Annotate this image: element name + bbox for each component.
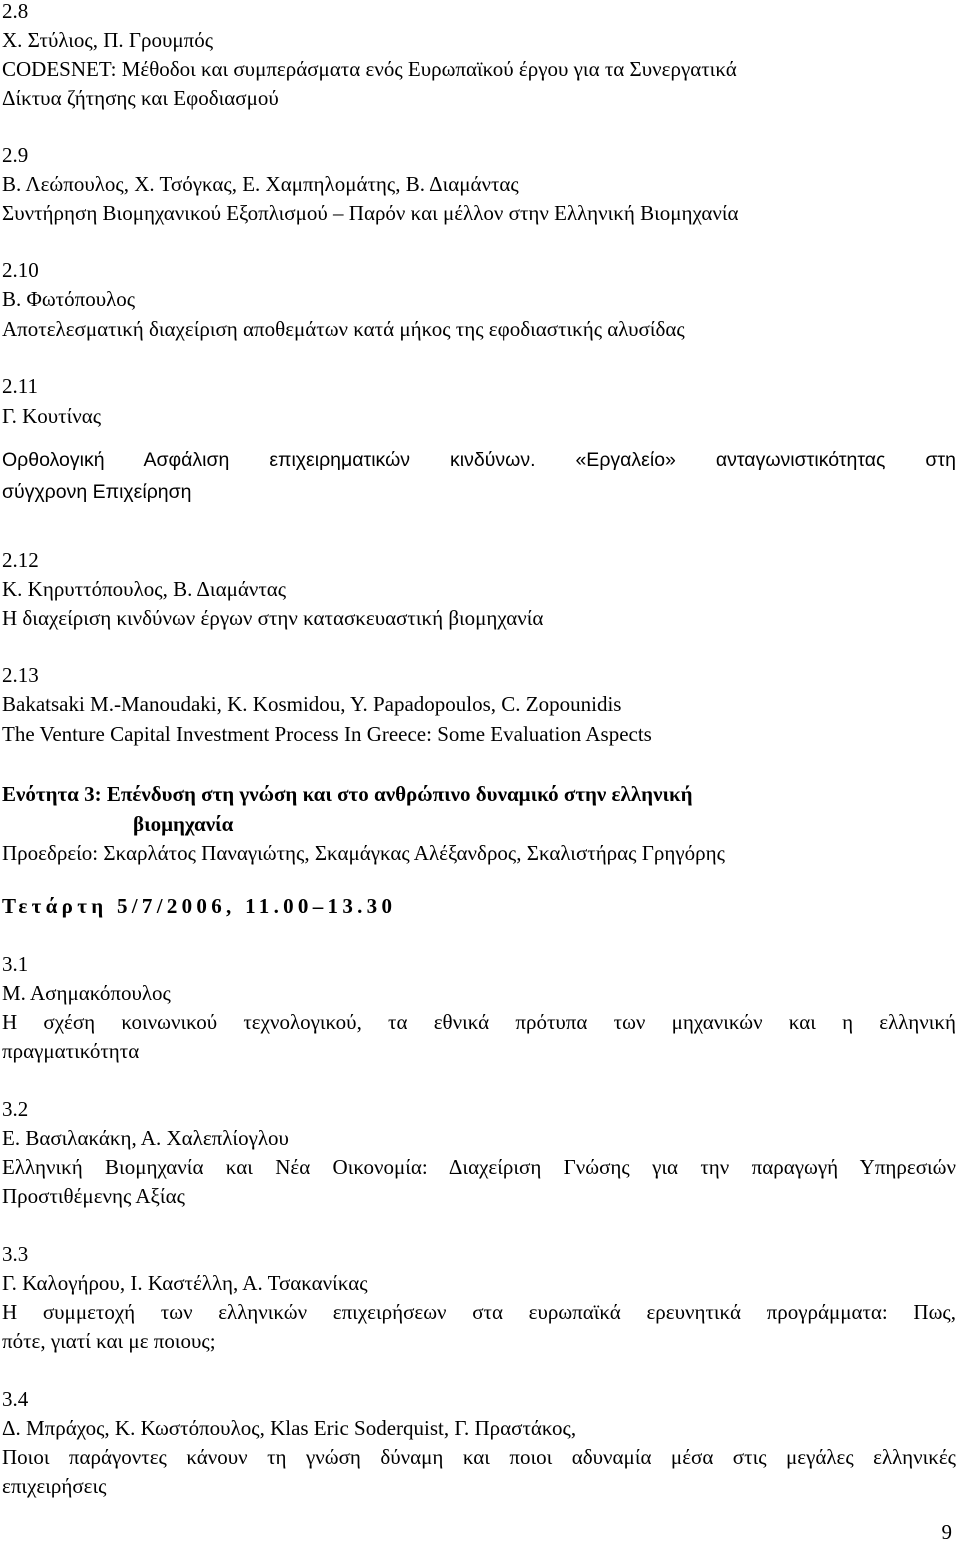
paper-title-continued: πραγματικότητα [2, 1039, 140, 1063]
paper-authors: Γ. Καλογήρου, Ι. Καστέλλη, Α. Τσακανίκας [2, 1271, 368, 1295]
paper-title: Συντήρηση Βιομηχανικού Εξοπλισμού – Παρόν και μέλλον στην Ελληνική Βιομηχανία [2, 201, 739, 225]
paper-number: 2.13 [2, 663, 39, 687]
page-number: 9 [941, 1520, 952, 1544]
paper-authors: Χ. Στύλιος, Π. Γρουμπός [2, 28, 214, 52]
paper-authors: Ε. Βασιλακάκη, Α. Χαλεπλίογλου [2, 1126, 289, 1150]
session-heading: Ενότητα 3: Επένδυση στη γνώση και στο ανθρώπινο δυναμικό στην ελληνική [2, 782, 693, 806]
paper-title-continued: Προστιθέμενης Αξίας [2, 1184, 185, 1208]
paper-authors: Β. Λεώπουλος, Χ. Τσόγκας, Ε. Χαμπηλομάτης, Β. Διαμάντας [2, 172, 519, 196]
paper-number: 2.12 [2, 548, 39, 572]
session-chairs: Προεδρείο: Σκαρλάτος Παναγιώτης, Σκαμάγκας Αλέξανδρος, Σκαλιστήρας Γρηγόρης [2, 841, 725, 865]
paper-title-continued: επιχειρήσεις [2, 1474, 107, 1498]
paper-authors: Γ. Κουτίνας [2, 404, 102, 428]
paper-authors: Β. Φωτόπουλος [2, 287, 136, 311]
paper-title: Ελληνική Βιομηχανία και Νέα Οικονομία: Διαχείριση Γνώσης για την παραγωγή Υπηρεσιών [2, 1155, 956, 1179]
paper-number: 2.8 [2, 0, 29, 23]
paper-number: 2.10 [2, 258, 39, 282]
paper-number: 3.3 [2, 1242, 29, 1266]
paper-authors: Bakatsaki M.-Manoudaki, K. Kosmidou, Y. Papadopoulos, C. Zopounidis [2, 692, 622, 716]
paper-authors: Δ. Μπράχος, Κ. Κωστόπουλος, Klas Eric Soderquist, Γ. Πραστάκος, [2, 1416, 577, 1440]
paper-title: Η διαχείριση κινδύνων έργων στην κατασκευαστική βιομηχανία [2, 606, 544, 630]
paper-title: The Venture Capital Investment Process In Greece: Some Evaluation Aspects [2, 722, 652, 746]
paper-title: CODESNET: Μέθοδοι και συμπεράσματα ενός Ευρωπαϊκού έργου για τα Συνεργατικά [2, 57, 737, 81]
paper-title-continued: σύγχρονη Επιχείρηση [2, 481, 192, 503]
paper-number: 3.4 [2, 1387, 29, 1411]
paper-number: 3.1 [2, 952, 29, 976]
paper-authors: Μ. Ασημακόπουλος [2, 981, 171, 1005]
session-date-time: Τετάρτη 5/7/2006, 11.00–13.30 [2, 894, 397, 918]
paper-number: 2.9 [2, 143, 29, 167]
paper-title: Η συμμετοχή των ελληνικών επιχειρήσεων στα ευρωπαϊκά ερευνητικά προγράμματα: Πως, [2, 1300, 956, 1324]
paper-title-continued: πότε, γιατί και με ποιους; [2, 1329, 216, 1353]
session-heading-continued: βιομηχανία [133, 812, 234, 836]
paper-authors: Κ. Κηρυττόπουλος, Β. Διαμάντας [2, 577, 287, 601]
paper-number: 2.11 [2, 374, 38, 398]
paper-title: Ορθολογική Ασφάλιση επιχειρηματικών κινδύνων. «Εργαλείο» ανταγωνιστικότητας στη [2, 449, 956, 471]
paper-title: Ποιοι παράγοντες κάνουν τη γνώση δύναμη και ποιοι αδυναμία μέσα στις μεγάλες ελληνικές [2, 1445, 956, 1469]
paper-title: Η σχέση κοινωνικού τεχνολογικού, τα εθνικά πρότυπα των μηχανικών και η ελληνική [2, 1010, 956, 1034]
paper-title-continued: Δίκτυα ζήτησης και Εφοδιασμού [2, 86, 279, 110]
paper-title: Αποτελεσματική διαχείριση αποθεμάτων κατά μήκος της εφοδιαστικής αλυσίδας [2, 317, 685, 341]
paper-number: 3.2 [2, 1097, 29, 1121]
